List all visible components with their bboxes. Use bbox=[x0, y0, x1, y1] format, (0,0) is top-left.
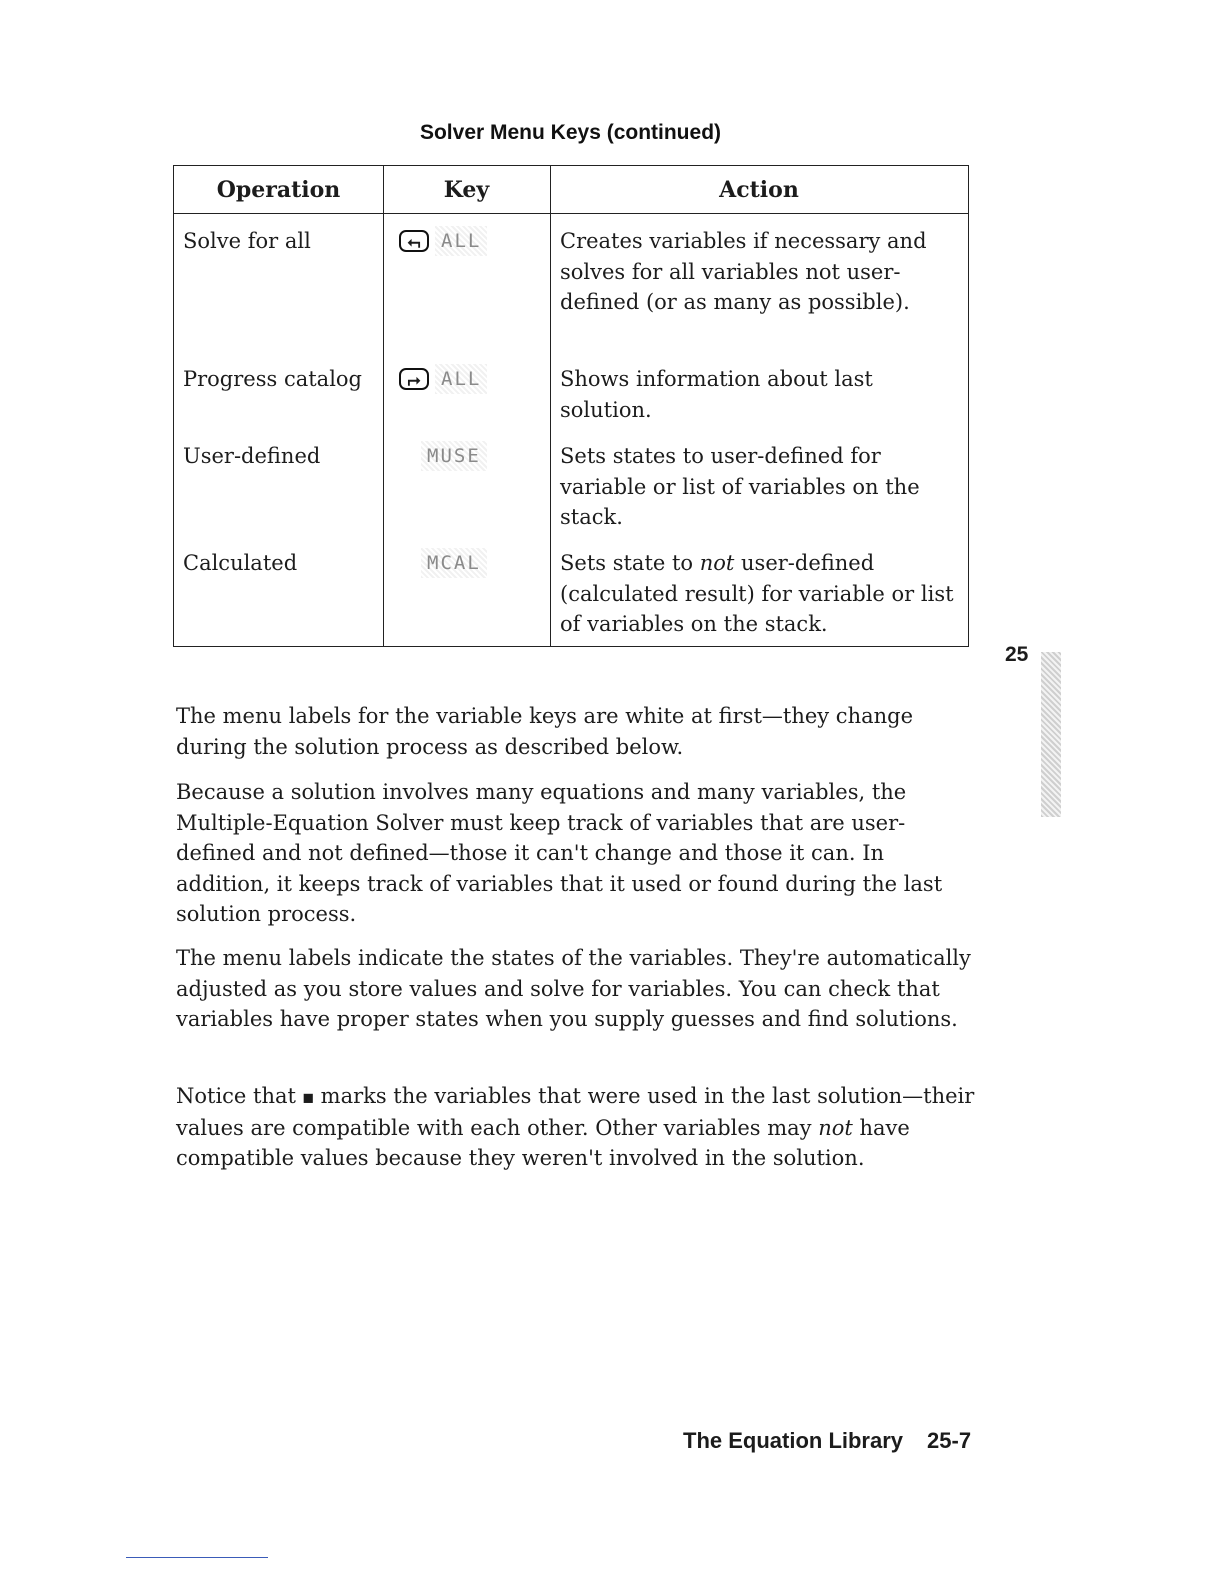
paragraph-4: Notice that ■ marks the variables that were used in the last solution—their values are compatible with each other. Other variables may not have compatible values because they weren't involved in the solution. bbox=[176, 1084, 975, 1171]
paragraph-1: The menu labels for the variable keys are white at first—they change during the solution process as described below. bbox=[176, 704, 914, 759]
right-shift-key-icon: ⮣ bbox=[399, 368, 429, 390]
header-key: Key bbox=[443, 177, 490, 203]
mcal-menu-label: MCAL bbox=[421, 548, 487, 578]
header-action: Action bbox=[719, 177, 799, 203]
paragraph-3: The menu labels indicate the states of the variables. They're automatically adjusted as you store values and solve for variables. You can check that variables have proper states when you supply guesses and find solutions. bbox=[176, 946, 971, 1031]
chapter-tab-number: 25 bbox=[1005, 643, 1029, 666]
row-progress-catalog-key bbox=[399, 364, 487, 394]
page-footer bbox=[683, 1428, 971, 1454]
row-solve-all-operation: Solve for all bbox=[183, 229, 311, 253]
row-user-defined-action: Sets states to user-defined for variable or list of variables on the stack. bbox=[560, 444, 920, 529]
row-solve-all-key bbox=[399, 226, 487, 256]
paragraph-2: Because a solution involves many equations and many variables, the Multiple-Equation Solver must keep track of variables that are user-defined and not defined—those it can't change and those it can. In addition, it keeps track of variables that it used or found during the last solution process. bbox=[176, 780, 943, 926]
all-menu-label: ALL bbox=[435, 226, 487, 256]
footer-chapter-title: The Equation Library bbox=[683, 1428, 904, 1453]
row-progress-catalog-operation: Progress catalog bbox=[183, 367, 362, 391]
row-user-defined-operation: User-defined bbox=[183, 444, 321, 468]
chapter-thumb-tab bbox=[1041, 652, 1061, 817]
row-calculated-key bbox=[421, 548, 487, 578]
row-user-defined-key bbox=[421, 441, 487, 471]
row-calculated-operation: Calculated bbox=[183, 551, 298, 575]
solver-menu-keys-table bbox=[173, 165, 969, 647]
row-progress-catalog-action: Shows information about last solution. bbox=[560, 367, 873, 422]
muse-menu-label: MUSE bbox=[421, 441, 487, 471]
emphasis-not: not bbox=[699, 551, 735, 575]
all-menu-label: ALL bbox=[435, 364, 487, 394]
header-operation: Operation bbox=[216, 177, 341, 203]
bottom-rule bbox=[126, 1557, 268, 1558]
table-caption: Solver Menu Keys (continued) bbox=[419, 121, 722, 144]
used-variable-mark-icon: ■ bbox=[302, 1090, 314, 1105]
row-solve-all-action: Creates variables if necessary and solves for all variables not user-defined (or as many as possible). bbox=[560, 229, 927, 314]
left-shift-key-icon: ⮢ bbox=[399, 230, 429, 252]
row-calculated-action: Sets state to not user-defined (calculated result) for variable or list of variables on the stack. bbox=[560, 551, 954, 636]
page-number: 25-7 bbox=[927, 1428, 972, 1453]
